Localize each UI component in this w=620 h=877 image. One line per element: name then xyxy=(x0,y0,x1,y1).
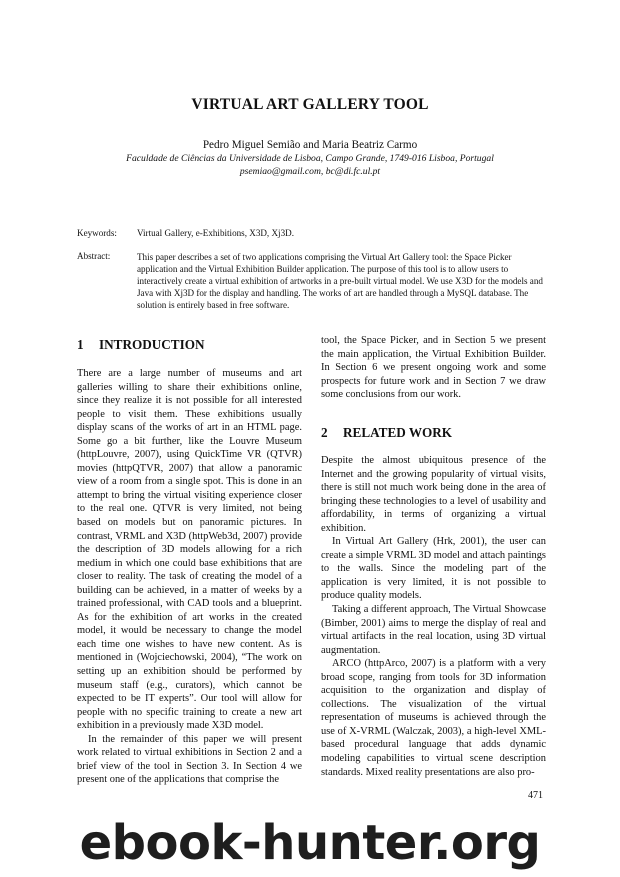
watermark-text: ebook-hunter.org xyxy=(79,815,541,871)
related-paragraph-2: In Virtual Art Gallery (Hrk, 2001), the user can create a simple VRML 3D model and attach paintings to the walls. Since the modeling part of the application is very limited, it is not possible to produce quality models. xyxy=(321,536,546,602)
abstract-text: This paper describes a set of two applications comprising the Virtual Art Gallery tool: the Space Picker application and the Virtual Exhibition Builder application. The purpose of this tool is to allow users to interactively create a virtual exhibition of artworks in a pre-built virtual model. We use X3D for the models and Java with Xj3D for the display and handling. The works of art are handled through a MySQL database. The solution is entirely based in free software. xyxy=(137,252,543,311)
intro-paragraph-1: There are a large number of museums and art galleries willing to share their exhibitions online, since they realize it is not possible for all interested people to visit them. These exhibitions usually display scans of the works of art in an HTML page. Some go a bit further, like the Louvre Museum (httpLouvre, 2007), using QuickTime VR (QTVR) movies (httpQTVR, 2007) that allow a panoramic view of a room from a single spot. This is done in an attempt to bring the virtual visiting experience closer to the real one. QTVR is very limited, not being based on models but on panoramic pictures. In contrast, VRML and X3D (httpWeb3d, 2007) provide the description of 3D models allowing for a rich medium in which one could base exhibitions that are closer to reality. The task of creating the model of a building can be achieved, in a matter of weeks by a trained professional, with CAD tools and a blueprint. As for the exhibition of art works in the created model, it would be necessary to change the model each time one wishes to have new content. As is mentioned in (Wojciechowski, 2004), “The work on setting up an exhibition should be performed by museum staff (e.g., curators), which cannot be expected to be IT experts”. Our tool will allow for people with no specific training to create a new art exhibition in a previously made X3D model. xyxy=(77,368,302,732)
section-1-title: INTRODUCTION xyxy=(99,337,205,352)
paper-title: VIRTUAL ART GALLERY TOOL xyxy=(191,96,429,113)
section-1-number: 1 xyxy=(77,337,84,352)
related-paragraph-4: ARCO (httpArco, 2007) is a platform with a very broad scope, ranging from tools for 3D information acquisition to the organization and display of collections. The visualization of the virtual representation of museums is achieved through the use of X-VRML (Walczak, 2003), a high-level XML-based procedural language that adds dynamic modeling capabilities to virtual scene description standards. Mixed reality presentations are also pro- xyxy=(321,658,546,778)
section-2-title: RELATED WORK xyxy=(343,425,453,440)
right-column-top xyxy=(321,334,546,402)
keywords-text: Virtual Gallery, e-Exhibitions, X3D, Xj3D. xyxy=(137,228,294,238)
related-paragraph-1: Despite the almost ubiquitous presence of the Internet and the growing popularity of virtual visits, there is still not much work being done in the area of bringing these technologies to a level of usability and affordability, in terms of organizing a virtual exhibition. xyxy=(321,455,546,534)
keywords-label: Keywords: xyxy=(77,228,117,238)
right-column-related-work xyxy=(321,454,546,779)
left-column xyxy=(77,367,302,787)
affiliation: Faculdade de Ciências da Universidade de Lisboa, Campo Grande, 1749-016 Lisboa, Portugal xyxy=(126,153,494,164)
intro-paragraph-2: In the remainder of this paper we will present work related to virtual exhibitions in Section 2 and a brief view of the tool in Section 3. In Section 4 we present one of the applications that comprise the xyxy=(77,733,302,786)
page-number: 471 xyxy=(528,790,543,801)
authors: Pedro Miguel Semião and Maria Beatriz Carmo xyxy=(202,139,418,151)
related-paragraph-3: Taking a different approach, The Virtual Showcase (Bimber, 2001) aims to merge the display of real and virtual artifacts in the real location, using 3D virtual augmentation. xyxy=(321,604,546,656)
author-emails: psemiao@gmail.com, bc@di.fc.ul.pt xyxy=(239,166,381,177)
intro-paragraph-2-continued: tool, the Space Picker, and in Section 5 we present the main application, the Virtual Exhibition Builder. In Section 6 we present ongoing work and some prospects for future work and in Section 7 we draw some conclusions from our work. xyxy=(321,335,546,401)
section-2-heading xyxy=(321,425,452,441)
abstract-label: Abstract: xyxy=(77,251,111,261)
section-2-number: 2 xyxy=(321,425,328,440)
section-1-heading xyxy=(77,337,205,353)
